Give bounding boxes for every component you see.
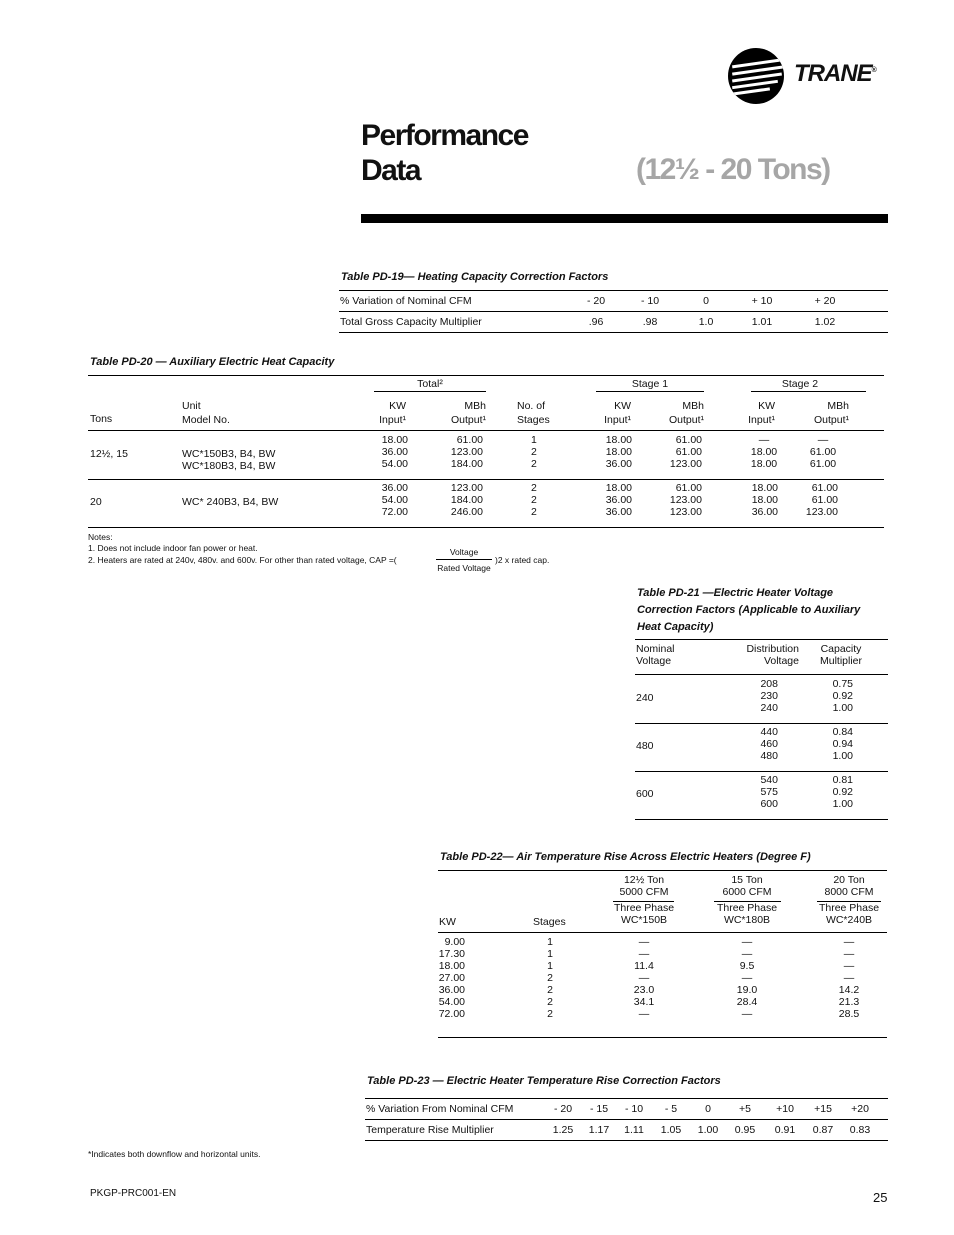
pd21-g1-nominal: 240 <box>636 692 654 704</box>
row-label: Temperature Rise Multiplier <box>366 1124 494 1136</box>
pd20-header-s1-mbh: MBh Output¹ <box>668 400 704 426</box>
page-title: Performance Data <box>361 119 528 187</box>
pd20-b1-total-mbh: 61.00 123.00 184.00 <box>450 434 483 470</box>
table-pd19 <box>340 294 860 336</box>
pd20-group-stage1: Stage 1 <box>631 378 669 390</box>
table-cell: +20 <box>851 1103 869 1115</box>
pd20-group-stage2: Stage 2 <box>781 378 819 390</box>
table-cell: - 20 <box>553 1103 573 1115</box>
table-cell: .96 <box>588 316 604 328</box>
pd22-col1-head: 12½ Ton 5000 CFM <box>619 874 669 898</box>
pd22-col1-sub: Three Phase WC*150B <box>613 902 675 926</box>
page-number: 25 <box>873 1190 888 1205</box>
pd22-col2-values: — — 9.5 — 19.0 28.4 — <box>736 936 758 1020</box>
pd20-b1-s2-kw: — 18.00 18.00 <box>750 434 778 470</box>
pd20-note2-denominator: Rated Voltage <box>437 563 491 573</box>
table-cell: 0.83 <box>849 1124 871 1136</box>
table-row <box>366 1123 878 1144</box>
table-cell: - 15 <box>589 1103 609 1115</box>
pd20-b1-tons: 12½, 15 <box>90 448 128 460</box>
table-cell: 1.17 <box>588 1124 610 1136</box>
pd20-b2-total-kw: 36.00 54.00 72.00 <box>381 482 408 518</box>
pd20-b1-s1-mbh: 61.00 61.00 123.00 <box>669 434 702 470</box>
pd20-header-s1-kw: KW Input¹ <box>604 400 631 426</box>
pd21-header-cap: Capacity Multiplier <box>819 643 862 667</box>
table-cell: .98 <box>642 316 658 328</box>
pd20-b2-total-mbh: 123.00 184.00 246.00 <box>450 482 483 518</box>
pd22-stage-values: 1 1 1 2 2 2 2 <box>547 936 553 1020</box>
pd21-header-nominal: Nominal Voltage <box>636 643 675 667</box>
table-cell: 1.11 <box>624 1124 644 1136</box>
pd20-group-total: Total² <box>417 378 443 390</box>
table-cell: - 10 <box>624 1103 644 1115</box>
table-cell: +10 <box>776 1103 794 1115</box>
pd20-b2-s2-kw: 18.00 18.00 36.00 <box>751 482 778 518</box>
pd20-b1-model: WC*150B3, B4, BW WC*180B3, B4, BW <box>182 448 276 472</box>
pd22-header-kw: KW <box>439 916 456 928</box>
pd20-header-unit: Unit Model No. <box>182 400 230 426</box>
table-cell: 1.25 <box>552 1124 574 1136</box>
pd20-note2-end: )2 x rated cap. <box>495 555 550 565</box>
table-cell: 1.00 <box>697 1124 719 1136</box>
table-cell: 1.01 <box>751 316 773 328</box>
table-cell: +5 <box>739 1103 751 1115</box>
pd21-g2-nominal: 480 <box>636 740 654 752</box>
table-cell: 1.05 <box>660 1124 682 1136</box>
pd21-header-dist: Distribution Voltage <box>746 643 799 667</box>
pd20-b2-model: WC* 240B3, B4, BW <box>182 496 279 508</box>
table-pd19-caption: Table PD-19— Heating Capacity Correction Factors <box>341 271 609 283</box>
table-pd22-caption: Table PD-22— Air Temperature Rise Across Electric Heaters (Degree F) <box>440 851 811 863</box>
trane-logo-mark <box>728 48 784 104</box>
pd22-col1-values: — — 11.4 — 23.0 34.1 — <box>633 936 655 1020</box>
row-label: % Variation From Nominal CFM <box>366 1103 514 1115</box>
pd20-notes: Notes: 1. Does not include indoor fan power or heat. <box>88 532 258 553</box>
pd20-header-stages: No. of Stages <box>517 400 550 426</box>
pd20-b2-s2-mbh: 61.00 61.00 123.00 <box>805 482 838 518</box>
table-pd23-caption: Table PD-23 — Electric Heater Temperature Rise Correction Factors <box>367 1075 721 1087</box>
row-label: Total Gross Capacity Multiplier <box>340 316 482 328</box>
doc-id: PKGP-PRC001-EN <box>90 1188 177 1199</box>
pd20-b2-tons: 20 <box>90 496 102 508</box>
pd20-b2-stages: 2 2 2 <box>531 482 537 518</box>
table-cell: 0.87 <box>812 1124 834 1136</box>
table-cell: - 5 <box>664 1103 678 1115</box>
pd20-b2-s1-mbh: 61.00 123.00 123.00 <box>669 482 702 518</box>
pd22-header-stages: Stages <box>533 916 566 928</box>
title-divider <box>361 214 888 223</box>
pd20-b1-s1-kw: 18.00 18.00 36.00 <box>605 434 632 470</box>
table-pd20-caption: Table PD-20 — Auxiliary Electric Heat Capacity <box>90 356 335 368</box>
pd20-b1-stages: 1 2 2 <box>531 434 537 470</box>
pd20-b1-total-kw: 18.00 36.00 54.00 <box>381 434 408 470</box>
pd22-col2-head: 15 Ton 6000 CFM <box>722 874 772 898</box>
pd20-note2: 2. Heaters are rated at 240v, 480v. and 600v. For other than rated voltage, CAP =( <box>88 555 397 565</box>
table-row <box>340 315 860 336</box>
table-pd21-caption: Table PD-21 —Electric Heater Voltage Correction Factors (Applicable to Auxiliary Heat Capacity) <box>637 587 861 633</box>
pd21-g1-dist: 208 230 240 <box>760 678 778 714</box>
pd20-note2-numerator: Voltage <box>449 547 479 557</box>
pd21-g2-dist: 440 460 480 <box>760 726 778 762</box>
table-cell: - 10 <box>640 295 660 307</box>
table-cell: 1.02 <box>814 316 836 328</box>
table-cell: 0.91 <box>774 1124 796 1136</box>
pd22-col3-values: — — — — 14.2 21.3 28.5 <box>838 936 860 1020</box>
pd21-g3-dist: 540 575 600 <box>760 774 778 810</box>
pd20-header-total-kw: KW Input¹ <box>379 400 406 426</box>
table-cell: + 10 <box>751 295 773 307</box>
table-row <box>340 294 860 315</box>
page-subtitle: (12½ - 20 Tons) <box>636 153 830 186</box>
table-cell: 0 <box>705 1103 711 1115</box>
trane-wordmark: TRANE® <box>794 60 876 87</box>
table-cell: - 20 <box>586 295 606 307</box>
pd20-b1-s2-mbh: — 61.00 61.00 <box>809 434 837 470</box>
row-label: % Variation of Nominal CFM <box>340 295 472 307</box>
table-cell: 0 <box>703 295 709 307</box>
table-cell: + 20 <box>814 295 836 307</box>
table-pd23 <box>366 1102 878 1144</box>
pd22-col3-head: 20 Ton 8000 CFM <box>824 874 874 898</box>
pd22-col2-sub: Three Phase WC*180B <box>716 902 778 926</box>
pd20-header-tons: Tons <box>90 413 113 425</box>
pd21-g3-mult: 0.81 0.92 1.00 <box>832 774 853 810</box>
trane-logo <box>728 48 890 104</box>
pd20-header-s2-kw: KW Input¹ <box>748 400 775 426</box>
pd21-g1-mult: 0.75 0.92 1.00 <box>832 678 853 714</box>
pd22-col3-sub: Three Phase WC*240B <box>818 902 880 926</box>
table-row <box>366 1102 878 1123</box>
pd20-b2-s1-kw: 18.00 36.00 36.00 <box>605 482 632 518</box>
pd21-g2-mult: 0.84 0.94 1.00 <box>832 726 853 762</box>
table-cell: 1.0 <box>698 316 714 328</box>
pd20-header-s2-mbh: MBh Output¹ <box>813 400 849 426</box>
table-cell: 0.95 <box>734 1124 756 1136</box>
pd20-header-total-mbh: MBh Output¹ <box>450 400 486 426</box>
pd22-kw-values: 9.00 17.30 18.00 27.00 36.00 54.00 72.00 <box>438 936 465 1020</box>
table-cell: +15 <box>814 1103 832 1115</box>
footnote: *Indicates both downflow and horizontal units. <box>88 1149 261 1159</box>
pd21-g3-nominal: 600 <box>636 788 654 800</box>
